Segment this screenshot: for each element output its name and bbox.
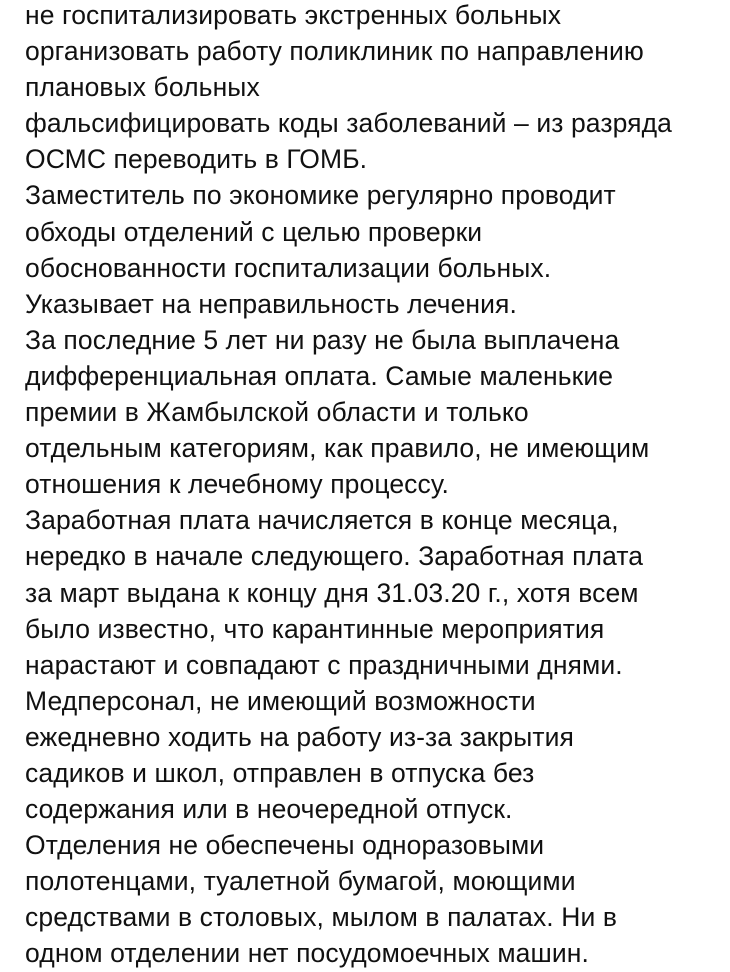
text-line: нередко в начале следующего. Заработная плата bbox=[25, 541, 644, 572]
text-line: Медперсонал, не имеющий возможности bbox=[25, 685, 536, 716]
text-line: обоснованности госпитализации больных. bbox=[25, 252, 552, 283]
text-line: премии в Жамбылской области и только bbox=[25, 397, 529, 428]
text-line: средствами в столовых, мылом в палатах. Ни в bbox=[25, 902, 618, 933]
text-line: обходы отделений с целью проверки bbox=[25, 216, 483, 247]
text-line: нарастают и совпадают с праздничными днями. bbox=[25, 649, 623, 680]
text-line: ежедневно ходить на работу из-за закрытия bbox=[25, 721, 574, 752]
text-line: ОСМС переводить в ГОМБ. bbox=[25, 144, 368, 175]
text-line: отдельным категориям, как правило, не имеющим bbox=[25, 433, 650, 464]
text-line: организовать работу поликлиник по направлению bbox=[25, 36, 644, 67]
text-line: За последние 5 лет ни разу не была выплачена bbox=[25, 324, 620, 355]
text-line: Заработная плата начисляется в конце месяца, bbox=[25, 505, 619, 536]
text-line: отношения к лечебному процессу. bbox=[25, 469, 450, 500]
text-line: садиков и школ, отправлен в отпуска без bbox=[25, 757, 535, 788]
text-line: содержания или в неочередной отпуск. bbox=[25, 794, 513, 825]
text-line: не госпитализировать экстренных больных bbox=[25, 0, 562, 30]
document-text bbox=[25, 0, 725, 972]
text-line: дифференциальная оплата. Самые маленькие bbox=[25, 360, 614, 391]
text-line: фальсифицировать коды заболеваний – из разряда bbox=[25, 108, 672, 139]
text-line: одном отделении нет посудомоечных машин. bbox=[25, 938, 589, 969]
text-line: Заместитель по экономике регулярно проводит bbox=[25, 180, 616, 211]
text-line: было известно, что карантинные мероприятия bbox=[25, 613, 605, 644]
text-line: за март выдана к концу дня 31.03.20 г., хотя всем bbox=[25, 577, 639, 608]
text-line: плановых больных bbox=[25, 72, 260, 103]
text-line: полотенцами, туалетной бумагой, моющими bbox=[25, 866, 576, 897]
text-line: Отделения не обеспечены одноразовыми bbox=[25, 830, 545, 861]
text-line: Указывает на неправильность лечения. bbox=[25, 288, 517, 319]
